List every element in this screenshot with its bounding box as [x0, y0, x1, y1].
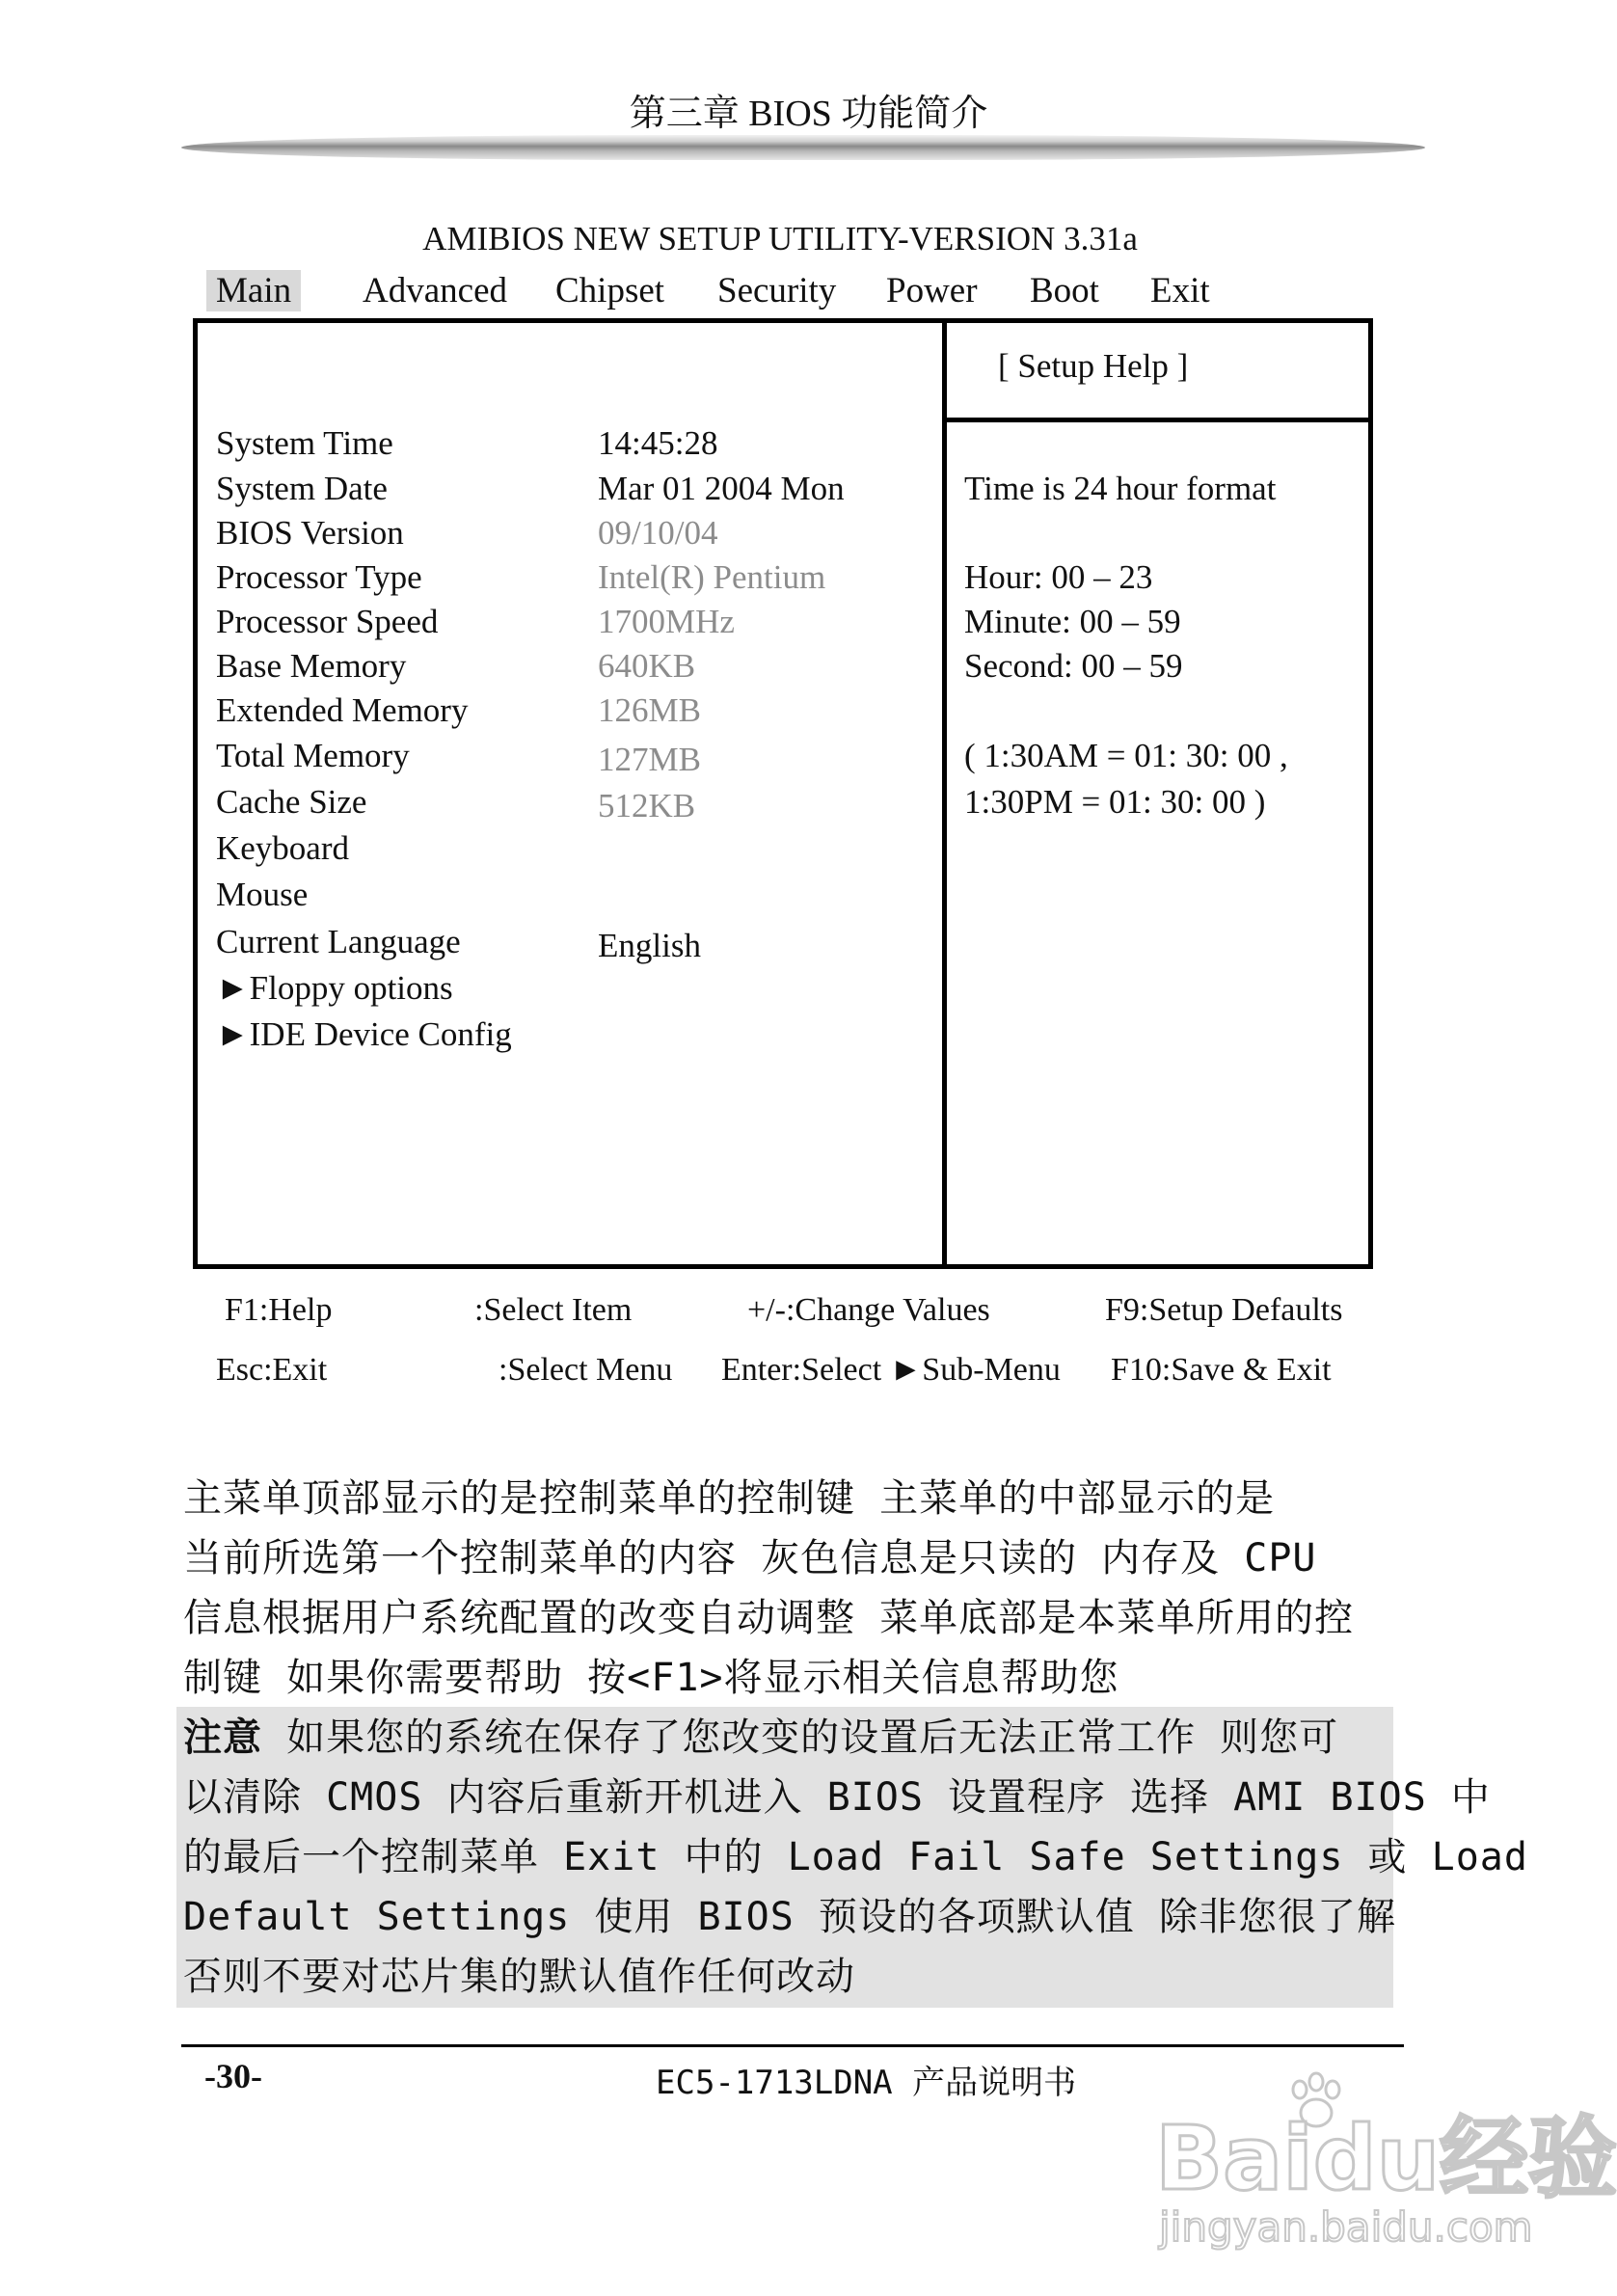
field-processor-type-value: Intel(R) Pentium	[598, 558, 826, 596]
paragraph-line: 当前所选第一个控制菜单的内容 灰色信息是只读的 内存及 CPU	[183, 1536, 1317, 1580]
field-keyboard-label[interactable]: Keyboard	[216, 829, 350, 867]
menu-boot[interactable]: Boot	[1030, 271, 1099, 311]
field-processor-speed-label: Processor Speed	[216, 603, 439, 640]
menu-chipset[interactable]: Chipset	[555, 271, 665, 311]
help-line: Time is 24 hour format	[964, 470, 1277, 507]
note-line: 的最后一个控制菜单 Exit 中的 Load Fail Safe Settings 或 Load	[183, 1835, 1528, 1879]
help-divider	[942, 418, 1373, 422]
help-line: 1:30PM = 01: 30: 00 )	[964, 783, 1266, 821]
footer-rule	[181, 2044, 1404, 2047]
field-bios-version-label: BIOS Version	[216, 514, 404, 552]
note-first-line	[183, 1707, 1338, 1762]
key-f10-save-exit: F10:Save & Exit	[1111, 1352, 1332, 1388]
help-line: Hour: 00 – 23	[964, 558, 1153, 596]
field-system-date-label[interactable]: System Date	[216, 470, 388, 507]
field-language-label[interactable]: Current Language	[216, 923, 461, 960]
field-total-memory-value: 127MB	[598, 741, 701, 778]
field-processor-speed-value: 1700MHz	[598, 603, 735, 640]
help-line: ( 1:30AM = 01: 30: 00 ,	[964, 737, 1288, 774]
field-language-value[interactable]: English	[598, 927, 701, 964]
field-mouse-label[interactable]: Mouse	[216, 876, 309, 913]
key-enter-submenu: Enter:Select ►Sub-Menu	[721, 1352, 1061, 1388]
watermark-logo: Baidu经验	[1155, 2107, 1617, 2210]
field-base-memory-value: 640KB	[598, 647, 696, 685]
menu-exit[interactable]: Exit	[1150, 271, 1210, 311]
note-line: 以清除 CMOS 内容后重新开机进入 BIOS 设置程序 选择 AMI BIOS 中	[183, 1775, 1491, 1820]
document-name: EC5-1713LDNA 产品说明书	[656, 2064, 1077, 2102]
menu-main[interactable]: Main	[206, 270, 301, 311]
help-line: Minute: 00 – 59	[964, 603, 1181, 640]
key-select-item: :Select Item	[474, 1292, 633, 1328]
key-select-menu: :Select Menu	[499, 1352, 673, 1388]
panel-divider	[942, 318, 947, 1269]
field-processor-type-label: Processor Type	[216, 558, 422, 596]
field-system-time-label[interactable]: System Time	[216, 424, 393, 462]
field-system-date-value[interactable]: Mar 01 2004 Mon	[598, 470, 845, 507]
note-line: 否则不要对芯片集的默认值作任何改动	[183, 1955, 855, 1999]
watermark-url: jingyan.baidu.com	[1159, 2203, 1533, 2251]
field-cache-size-label: Cache Size	[216, 783, 367, 821]
note-text: 如果您的系统在保存了您改变的设置后无法正常工作 则您可	[262, 1715, 1339, 1760]
menu-advanced[interactable]: Advanced	[363, 271, 507, 311]
menu-power[interactable]: Power	[886, 271, 978, 311]
chapter-title: 第三章 BIOS 功能简介	[629, 94, 988, 134]
key-f1-help: F1:Help	[225, 1292, 333, 1328]
submenu-floppy-options[interactable]: ►Floppy options	[216, 969, 453, 1007]
header-rule	[181, 135, 1425, 160]
field-extended-memory-value: 126MB	[598, 691, 701, 729]
field-base-memory-label: Base Memory	[216, 647, 407, 685]
help-title: [ Setup Help ]	[998, 347, 1189, 385]
note-line: Default Settings 使用 BIOS 预设的各项默认值 除非您很了解	[183, 1895, 1396, 1939]
paragraph-line: 信息根据用户系统配置的改变自动调整 菜单底部是本菜单所用的控	[183, 1596, 1355, 1640]
page-number: -30-	[204, 2057, 262, 2095]
field-bios-version-value: 09/10/04	[598, 514, 718, 552]
bios-title: AMIBIOS NEW SETUP UTILITY-VERSION 3.31a	[422, 220, 1138, 257]
field-cache-size-value: 512KB	[598, 787, 696, 824]
help-line: Second: 00 – 59	[964, 647, 1183, 685]
field-total-memory-label: Total Memory	[216, 737, 410, 774]
note-label: 注意	[183, 1715, 262, 1760]
key-esc-exit: Esc:Exit	[216, 1352, 328, 1388]
key-change-values: +/-:Change Values	[747, 1292, 990, 1328]
paragraph-line: 制键 如果你需要帮助 按<F1>将显示相关信息帮助您	[183, 1656, 1119, 1700]
key-f9-defaults: F9:Setup Defaults	[1105, 1292, 1343, 1328]
field-extended-memory-label: Extended Memory	[216, 691, 469, 729]
paragraph-line: 主菜单顶部显示的是控制菜单的控制键 主菜单的中部显示的是	[183, 1476, 1276, 1521]
menu-security[interactable]: Security	[717, 271, 837, 311]
submenu-ide-device-config[interactable]: ►IDE Device Config	[216, 1015, 512, 1053]
field-system-time-value[interactable]: 14:45:28	[598, 424, 718, 462]
baidu-watermark	[1147, 2068, 1617, 2261]
